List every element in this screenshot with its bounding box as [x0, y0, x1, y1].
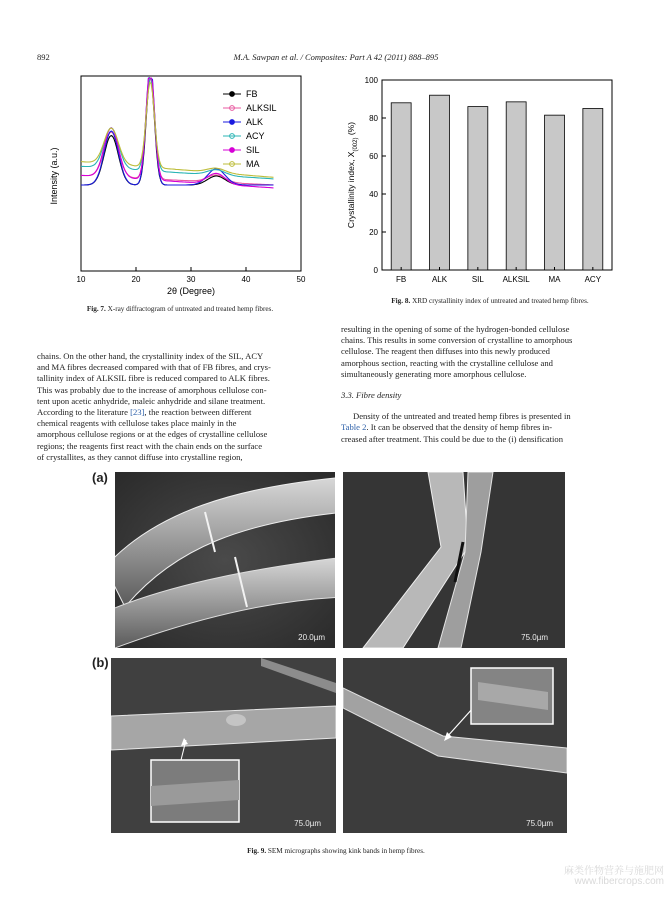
fig8-bar-ma	[545, 115, 565, 270]
fig7-legend-alksil: ALKSIL	[246, 103, 277, 113]
fig8-y-axis-label: Crystallinity index, $X_{(002)}$ (%)	[346, 121, 359, 229]
fig8-x-label-ma: MA	[548, 275, 561, 284]
fig8-x-labels	[396, 275, 602, 284]
fig8-y-tick-label: 40	[369, 190, 378, 199]
scale-bar-a2: 75.0µm	[521, 633, 548, 642]
watermark-line2: www.fibercrops.com	[574, 876, 664, 887]
fig8-bars	[391, 95, 603, 270]
fig7-legend	[223, 89, 277, 169]
fig8-caption	[340, 297, 640, 305]
fig7-legend-ma: MA	[246, 159, 260, 169]
sem-image-b1	[111, 658, 336, 833]
fig8-y-tick-label: 100	[364, 76, 378, 85]
text-line: resulting in the opening of some of the hydrogen-bonded cellulose	[341, 324, 570, 334]
fig8-x-label-alk: ALK	[431, 275, 448, 284]
fig7-legend-fb: FB	[246, 89, 258, 99]
fig7-x-tick-label: 30	[186, 275, 196, 284]
running-header: M.A. Sawpan et al. / Composites: Part A 42 (2011) 888–895	[233, 52, 439, 62]
text-line: Density of the untreated and treated hemp fibres is presented in	[353, 411, 571, 422]
scale-bar-b1: 75.0µm	[294, 819, 321, 828]
text-line: amorphous section, reacting with the crystalline cellulose and	[341, 357, 553, 368]
section-title: 3.3. Fibre density	[341, 390, 402, 401]
text-line: regions; the reagents first react with the chain ends on the surface	[37, 440, 263, 451]
fig7-caption-text: X-ray diffractogram of untreated and treated hemp fibres.	[107, 305, 274, 313]
fig8-caption-text: XRD crystallinity index of untreated and treated hemp fibres.	[412, 297, 589, 305]
left-column-text	[37, 351, 330, 463]
sem-image-a2	[343, 472, 565, 648]
reference-link-23[interactable]: [23]	[130, 407, 145, 418]
fig8-y-tick-label: 80	[369, 114, 378, 123]
fig7-x-axis-label: 2θ (Degree)	[166, 286, 216, 296]
text-line: Table 2. It can be observed that the density of hemp fibres in-	[341, 422, 553, 433]
text-line: tallinity index of ALKSIL fibre is reduced compared to ALK fibres.	[37, 373, 270, 384]
fig8-y-tick-label: 20	[369, 228, 378, 237]
fig8-crystallinity-chart	[340, 72, 630, 284]
text-line: and MA fibres decreased compared with that of FB fibres, and crys-	[37, 362, 271, 373]
fig7-legend-marker	[230, 148, 235, 153]
fig8-caption-label: Fig. 8.	[391, 297, 411, 305]
text-line: simultaneously generating more amorphous cellulose.	[341, 368, 527, 379]
fig7-x-tick-label: 20	[131, 275, 141, 284]
text-line: chains. This results in some conversion of crystalline to amorphous	[341, 335, 573, 346]
fig8-bar-alksil	[506, 102, 526, 270]
scale-bar-b2: 75.0µm	[526, 819, 553, 828]
fig7-x-ticks	[77, 267, 306, 284]
fig7-y-axis-label: Intensity (a.u.)	[49, 147, 59, 205]
text-line: amorphous cellulose regions or at the edges of crystalline cellulose	[37, 429, 268, 440]
fig8-y-tick-label: 60	[369, 152, 378, 161]
fig9-caption-text: SEM micrographs showing kink bands in hemp fibres.	[267, 847, 425, 855]
fig7-legend-marker	[230, 120, 235, 125]
fig9-caption-label: Fig. 9.	[247, 847, 267, 855]
fig8-x-label-sil: SIL	[471, 275, 484, 284]
scale-bar-a1: 20.0µm	[298, 633, 325, 642]
fig8-x-label-alksil: ALKSIL	[502, 275, 530, 284]
fig7-legend-sil: SIL	[246, 145, 260, 155]
text-line: This was probably due to the increase of amorphous cellulose con-	[37, 384, 267, 395]
fig8-y-ticks	[365, 76, 386, 275]
fig7-caption-label: Fig. 7.	[86, 305, 106, 313]
fig7-legend-marker	[230, 92, 235, 97]
text-line: creased after treatment. This could be due to the (i) densification	[341, 433, 563, 444]
text-line: According to the literature [23], the reaction between different	[37, 407, 252, 418]
text-line: of crystallites, as they cannot diffuse into crystalline region,	[37, 451, 243, 462]
fig8-bar-sil	[468, 107, 488, 270]
fig7-curves	[81, 78, 274, 188]
fig7-curve-ma	[81, 83, 274, 178]
text-line: chains. On the other hand, the crystallinity index of the SIL, ACY	[37, 351, 264, 361]
fig8-bar-alk	[430, 95, 450, 270]
fig7-legend-alk: ALK	[246, 117, 264, 127]
fig7-x-tick-label: 50	[296, 275, 306, 284]
fig9-panel-b-label: (b)	[92, 655, 109, 670]
page-number: 892	[37, 52, 50, 62]
fig9-panel-a-label: (a)	[92, 470, 108, 485]
fig8-bar-fb	[391, 103, 411, 270]
text-line: cellulose. The reagent then diffuses into this newly produced	[341, 346, 550, 357]
sem-image-a1	[115, 472, 335, 648]
fig7-x-tick-label: 40	[241, 275, 251, 284]
fig8-y-tick-label: 0	[373, 266, 378, 275]
fig7-caption	[30, 305, 330, 313]
fig9-caption	[0, 847, 672, 855]
fig8-x-label-acy: ACY	[584, 275, 602, 284]
fig7-xrd-chart	[30, 70, 330, 300]
fig7-legend-acy: ACY	[246, 131, 265, 141]
right-column-text	[341, 324, 637, 445]
text-line: chemical reagents with cellulose takes place mainly in the	[37, 418, 237, 429]
fig7-x-tick-label: 10	[76, 275, 86, 284]
fig8-x-label-fb: FB	[396, 275, 407, 284]
fig8-plot-frame	[382, 80, 612, 270]
table2-link[interactable]: Table 2	[341, 422, 367, 433]
text-line: tent upon acetic anhydride, maleic anhydride and silane treatment.	[37, 395, 266, 406]
fig8-bar-acy	[583, 109, 603, 271]
sem-image-b2	[343, 658, 567, 833]
watermark-line1: 麻类作物营养与施肥网	[564, 866, 664, 877]
